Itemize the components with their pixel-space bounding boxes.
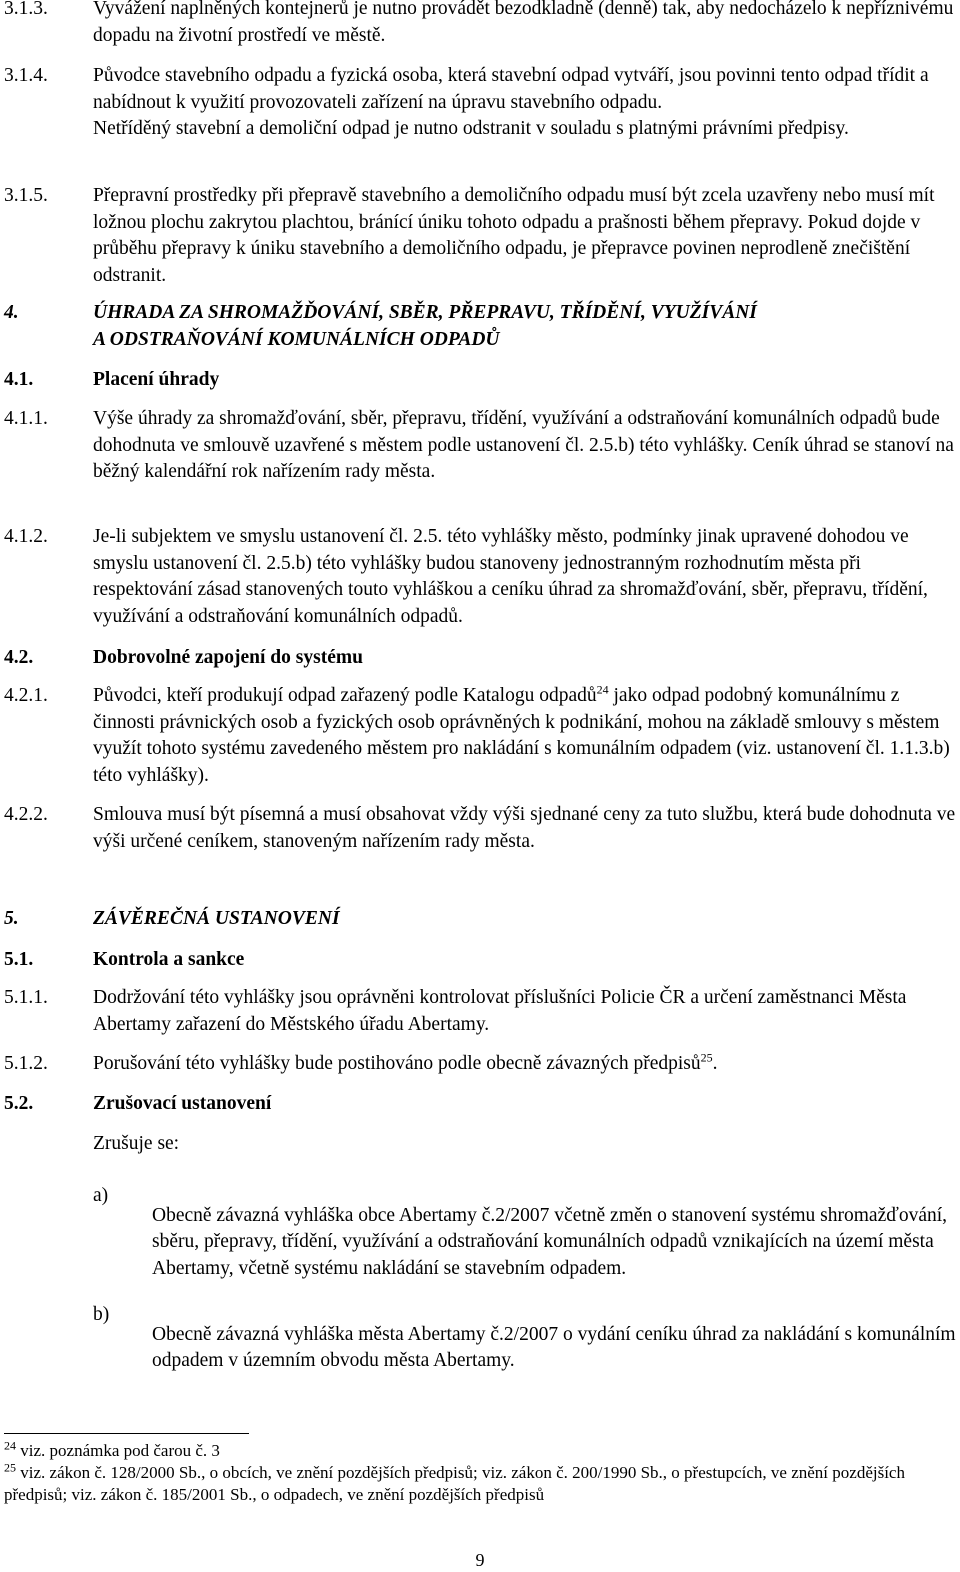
subsection-heading-5-1	[0, 947, 960, 974]
subsection-title: Dobrovolné zapojení do systému	[93, 647, 363, 668]
section-number: 5.	[4, 908, 19, 929]
paragraph-text: Přepravní prostředky při přepravě stavebního a demoličního odpadu musí být zcela uzavřeny nebo musí mít ložnou plochu zakrytou plachtou, bránící úniku tohoto odpadu a prašnosti během přepravy. Pokud dojde v průběhu přepravy k úniku stavebního a demoličního odpadu, je přepravce povinen neprodleně znečištění odstranit.	[93, 185, 935, 286]
paragraph-text: Výše úhrady za shromažďování, sběr, přepravu, třídění, využívání a odstraňování komunálních odpadů bude dohodnuta ve smlouvě uzavřené s městem podle ustanovení čl. 2.5.b) této vyhlášky. Ceník úhrad se stanoví na běžný kalendářní rok nařízením rady města.	[93, 408, 954, 483]
paragraph-number: 3.1.5.	[4, 185, 48, 206]
section-title: ZÁVĚREČNÁ USTANOVENÍ	[93, 908, 340, 929]
page-number: 9	[475, 1550, 485, 1570]
paragraph-number: 5.1.1.	[4, 987, 48, 1008]
section-number: 4.	[4, 302, 19, 323]
paragraph-number: 5.1.2.	[4, 1053, 48, 1074]
subsection-heading-4-1	[0, 367, 960, 394]
footnote-number: 25	[4, 1460, 16, 1475]
paragraph-5-1-1	[0, 985, 960, 1038]
paragraph-4-1-1	[0, 406, 960, 486]
subsection-number: 4.1.	[4, 369, 34, 390]
paragraph-text: Je-li subjektem ve smyslu ustanovení čl. 2.5. této vyhlášky město, podmínky jinak upravené dohodou ve smyslu ustanovení čl. 2.5.b) této vyhlášky budou stanoveny jednostranným rozhodnutím města při respektování zásad stanovených touto vyhláškou a ceníku úhrad za shromažďování, sběr, přepravu, třídění, využívání a odstraňování komunálních odpadů.	[93, 526, 928, 627]
subsection-title: Placení úhrady	[93, 369, 220, 390]
text-part: Původci, kteří produkují odpad zařazený podle Katalogu odpadů	[93, 685, 597, 706]
repeal-intro	[0, 1131, 960, 1158]
paragraph-text	[93, 683, 958, 789]
list-item-text: Obecně závazná vyhláška obce Abertamy č.2/2007 včetně změn o stanovení systému shromažďování, sběru, přepravy, třídění, využívání a odstraňování komunálních odpadů vznikajících na území města Abertamy, včetně systému nakládání se stavebním odpadem.	[152, 1204, 948, 1279]
text-part: .	[712, 1053, 718, 1074]
subsection-number: 5.2.	[4, 1093, 34, 1114]
paragraph-3-1-4	[0, 63, 960, 143]
footnote-25	[4, 1462, 958, 1506]
footnote-separator	[4, 1433, 249, 1434]
footnote-text: viz. poznámka pod čarou č. 3	[16, 1441, 220, 1460]
repeal-intro-text: Zrušuje se:	[93, 1133, 180, 1154]
paragraph-number: 3.1.3.	[4, 0, 48, 19]
paragraph-4-2-2	[0, 802, 960, 855]
paragraph-3-1-3	[0, 0, 960, 49]
footnote-number: 24	[4, 1438, 16, 1453]
section-heading-4	[0, 300, 960, 353]
footnote-reference[interactable]: 25	[700, 1050, 713, 1065]
repeal-item-b	[0, 1302, 960, 1394]
subsection-heading-4-2	[0, 645, 960, 672]
paragraph-number: 4.1.1.	[4, 408, 48, 429]
subsection-title: Kontrola a sankce	[93, 949, 245, 970]
paragraph-4-1-2	[0, 524, 960, 630]
subsection-heading-5-2	[0, 1091, 960, 1118]
paragraph-number: 4.1.2.	[4, 526, 48, 547]
list-label: b)	[93, 1304, 110, 1325]
section-title-line-1: ÚHRADA ZA SHROMAŽĎOVÁNÍ, SBĚR, PŘEPRAVU, TŘÍDĚNÍ, VYUŽÍVÁNÍ	[93, 302, 757, 323]
footnote-24	[4, 1440, 958, 1462]
paragraph-text: Dodržování této vyhlášky jsou oprávněni kontrolovat příslušníci Policie ČR a určení zaměstnanci Města Abertamy zařazení do Městského úřadu Abertamy.	[93, 987, 907, 1035]
paragraph-number: 4.2.2.	[4, 804, 48, 825]
paragraph-text-continued: Netříděný stavební a demoliční odpad je nutno odstranit v souladu s platnými právními předpisy.	[93, 118, 849, 140]
section-heading-5	[0, 906, 960, 933]
paragraph-5-1-2	[0, 1051, 960, 1078]
footnotes	[4, 1440, 958, 1506]
list-label: a)	[93, 1185, 109, 1206]
list-item-text: Obecně závazná vyhláška města Abertamy č.2/2007 o vydání ceníku úhrad za nakládání s komunálním odpadem v územním obvodu města Abertamy.	[152, 1323, 956, 1372]
footnote-reference[interactable]: 24	[596, 682, 609, 697]
subsection-number: 5.1.	[4, 949, 34, 970]
subsection-number: 4.2.	[4, 647, 34, 668]
section-title-line-2: A ODSTRAŇOVÁNÍ KOMUNÁLNÍCH ODPADŮ	[93, 328, 500, 350]
paragraph-number: 3.1.4.	[4, 65, 48, 86]
paragraph-3-1-5	[0, 183, 960, 289]
paragraph-text	[93, 1051, 958, 1078]
footnote-text: viz. zákon č. 128/2000 Sb., o obcích, ve znění pozdějších předpisů; viz. zákon č. 200/1990 Sb., o přestupcích, ve znění pozdějších předpisů; viz. zákon č. 185/2001 Sb., o odpadech, ve znění pozdějších předpisů	[4, 1463, 905, 1504]
repeal-item-a	[0, 1183, 960, 1302]
paragraph-text: Vyvážení naplněných kontejnerů je nutno provádět bezodkladně (denně) tak, aby nedocházelo k nepříznivému dopadu na životní prostředí ve městě.	[93, 0, 954, 46]
paragraph-number: 4.2.1.	[4, 685, 48, 706]
text-part: jako odpad podobný komunálnímu z činnosti právnických osob a fyzických osob oprávněných k podnikání, mohou na základě smlouvy s městem využít tohoto systému zavedeného městem pro nakládání s komunálním odpadem (viz. ustanovení čl. 1.1.3.b) této vyhlášky).	[93, 685, 950, 786]
text-part: Porušování této vyhlášky bude postihováno podle obecně závazných předpisů	[93, 1053, 701, 1074]
paragraph-text: Původce stavebního odpadu a fyzická osoba, která stavební odpad vytváří, jsou povinni tento odpad třídit a nabídnout k využití provozovateli zařízení na úpravu stavebního odpadu.	[93, 65, 929, 113]
subsection-title: Zrušovací ustanovení	[93, 1093, 272, 1114]
paragraph-4-2-1	[0, 683, 960, 789]
paragraph-text: Smlouva musí být písemná a musí obsahovat vždy výši sjednané ceny za tuto službu, která bude dohodnuta ve výši určené ceníkem, stanoveným nařízením rady města.	[93, 804, 956, 852]
